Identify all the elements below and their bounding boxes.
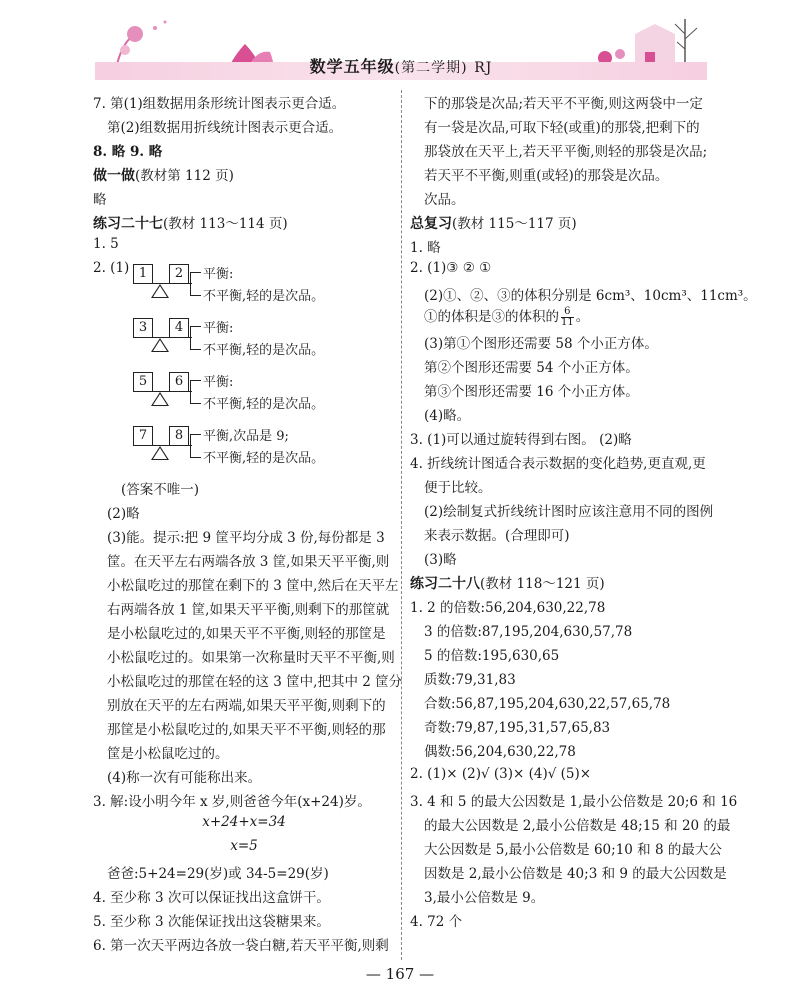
balance-scale (133, 372, 363, 416)
text-line: 次品。 (424, 192, 465, 208)
outcome-text: 平衡: (203, 267, 234, 282)
text-line: (2)略 (107, 506, 140, 522)
text-line: 7. 第(1)组数据用条形统计图表示更合适。 (93, 96, 346, 112)
basket-box: 2 (169, 264, 189, 284)
text-line: 5 的倍数:195,630,65 (424, 648, 560, 664)
scale-fulcrum-icon (151, 284, 169, 298)
text-line: 2. (1)③ ② ① (410, 260, 492, 276)
text-line: (2)①、②、③的体积分别是 6cm³、10cm³、11cm³。 (424, 288, 757, 304)
outcome-text: 平衡: (203, 375, 234, 390)
text-line: (4)称一次有可能称出来。 (107, 770, 262, 786)
text-line: 6. 第一次天平两边各放一袋白糖,若天平平衡,则剩 (93, 938, 389, 954)
equation: x+24+x=34 (202, 814, 286, 830)
scale-fulcrum-icon (151, 338, 169, 352)
text-line: 1. 5 (93, 236, 119, 252)
text-line: 来表示数据。(合理即可) (424, 528, 570, 544)
section-heading: 练习二十七(教材 113～114 页) (93, 216, 288, 232)
text-line: 第②个图形还需要 54 个小正方体。 (424, 360, 639, 376)
column-divider (401, 90, 402, 960)
text-line: 下的那袋是次品;若天平不平衡,则这两袋中一定 (424, 96, 703, 112)
text-line: 2. (1)× (2)√ (3)× (4)√ (5)× (410, 766, 592, 782)
text-line: 1. 2 的倍数:56,204,630,22,78 (410, 600, 606, 616)
text-line: 8. 略 9. 略 (93, 144, 163, 160)
header-title: 数学五年级(第二学期) RJ (309, 57, 493, 76)
text-line: 第③个图形还需要 16 个小正方体。 (424, 384, 639, 400)
balance-scale (133, 426, 363, 470)
text-line: 别放在天平的左右两端,如果天平平衡,则剩下的 (107, 698, 386, 714)
text-line: 5. 至少称 3 次能保证找出这袋糖果来。 (93, 914, 330, 930)
text-line: 2. (1) (93, 260, 130, 276)
text-line: 3. 解:设小明今年 x 岁,则爸爸今年(x+24)岁。 (93, 794, 371, 810)
text-line: 3. 4 和 5 的最大公因数是 1,最小公倍数是 20;6 和 16 (410, 794, 738, 810)
text-line: 小松鼠吃过的那筐在轻的这 3 筐中,把其中 2 筐分 (107, 674, 403, 690)
outcome-text: 平衡: (203, 321, 234, 336)
basket-box: 4 (169, 318, 189, 338)
text-line: (3)略 (424, 552, 457, 568)
outcome-text: 不平衡,轻的是次品。 (203, 451, 325, 466)
text-line: 3,最小公倍数是 9。 (424, 890, 545, 906)
text-line: ①的体积是③的体积的 $\frac{6}{11}$ 。 (424, 306, 590, 328)
bracket (190, 326, 201, 350)
text-line: 的最大公因数是 2,最小公倍数是 48;15 和 20 的最 (424, 818, 731, 834)
bracket (190, 434, 201, 458)
text-line: 奇数:79,87,195,31,57,65,83 (424, 720, 611, 736)
text-line: (3)能。提示:把 9 筐平均分成 3 份,每份都是 3 (107, 530, 385, 546)
text-line: 第(2)组数据用折线统计图表示更合适。 (107, 120, 343, 136)
text-line: 筐。在天平左右两端各放 3 筐,如果天平平衡,则 (107, 554, 390, 570)
bracket (190, 272, 201, 296)
text-line: 那袋放在天平上,若天平平衡,则轻的那袋是次品; (424, 144, 708, 160)
equation: x=5 (230, 838, 258, 854)
section-heading: 总复习(教材 115～117 页) (410, 216, 577, 232)
outcome-text: 不平衡,轻的是次品。 (203, 343, 325, 358)
text-line: 筐是小松鼠吃过的。 (107, 746, 229, 762)
text-line: 4. 至少称 3 次可以保证找出这盒饼干。 (93, 890, 330, 906)
page-number: — 167 — (365, 965, 435, 983)
text-line: 质数:79,31,83 (424, 672, 516, 688)
text-line: 有一袋是次品,可取下轻(或重)的那袋,把剩下的 (424, 120, 700, 136)
scale-fulcrum-icon (151, 446, 169, 460)
balance-scale (133, 264, 363, 308)
bracket (190, 380, 201, 404)
text-line: 那筐是小松鼠吃过的,如果天平不平衡,则轻的那 (107, 722, 386, 738)
page-header (95, 14, 707, 84)
text-line: (答案不唯一) (121, 482, 200, 498)
text-line: (3)第①个图形还需要 58 个小正方体。 (424, 336, 658, 352)
text-line: 右两端各放 1 筐,如果天平平衡,则剩下的那筐就 (107, 602, 390, 618)
text-line: 大公因数是 5,最小公倍数是 60;10 和 8 的最大公 (424, 842, 722, 858)
section-heading: 做一做(教材第 112 页) (93, 168, 234, 184)
text-line: 便于比较。 (424, 480, 492, 496)
fraction: $\frac{6}{11}$ (561, 306, 574, 328)
text-line: 4. 72 个 (410, 914, 463, 930)
text-line: 因数是 2,最小公倍数是 40;3 和 9 的最大公因数是 (424, 866, 727, 882)
basket-box: 7 (133, 426, 153, 446)
outcome-text: 平衡,次品是 9; (203, 429, 289, 444)
text-line: 3 的倍数:87,195,204,630,57,78 (424, 624, 633, 640)
text-line: 小松鼠吃过的。如果第一次称量时天平不平衡,则 (107, 650, 395, 666)
basket-box: 8 (169, 426, 189, 446)
text-line: 偶数:56,204,630,22,78 (424, 744, 576, 760)
outcome-text: 不平衡,轻的是次品。 (203, 397, 325, 412)
text-line: 若天平不平衡,则重(或轻)的那袋是次品。 (424, 168, 669, 184)
basket-box: 1 (133, 264, 153, 284)
text-line: (4)略。 (424, 408, 471, 424)
basket-box: 3 (133, 318, 153, 338)
text-line: 是小松鼠吃过的,如果天平不平衡,则轻的那筐是 (107, 626, 386, 642)
section-heading: 练习二十八(教材 118～121 页) (410, 576, 605, 592)
scale-fulcrum-icon (151, 392, 169, 406)
text-line: 1. 略 (410, 240, 441, 256)
text-line: 小松鼠吃过的那筐在剩下的 3 筐中,然后在天平左 (107, 578, 399, 594)
text-line: 爸爸:5+24=29(岁)或 34-5=29(岁) (107, 866, 329, 882)
text-line: 合数:56,87,195,204,630,22,57,65,78 (424, 696, 671, 712)
outcome-text: 不平衡,轻的是次品。 (203, 289, 325, 304)
text-line: 3. (1)可以通过旋转得到右图。 (2)略 (410, 432, 632, 448)
basket-box: 6 (169, 372, 189, 392)
text-line: 略 (93, 192, 107, 208)
text-line: (2)绘制复式折线统计图时应该注意用不同的图例 (424, 504, 714, 520)
basket-box: 5 (133, 372, 153, 392)
text-line: 4. 折线统计图适合表示数据的变化趋势,更直观,更 (410, 456, 706, 472)
balance-scale (133, 318, 363, 362)
